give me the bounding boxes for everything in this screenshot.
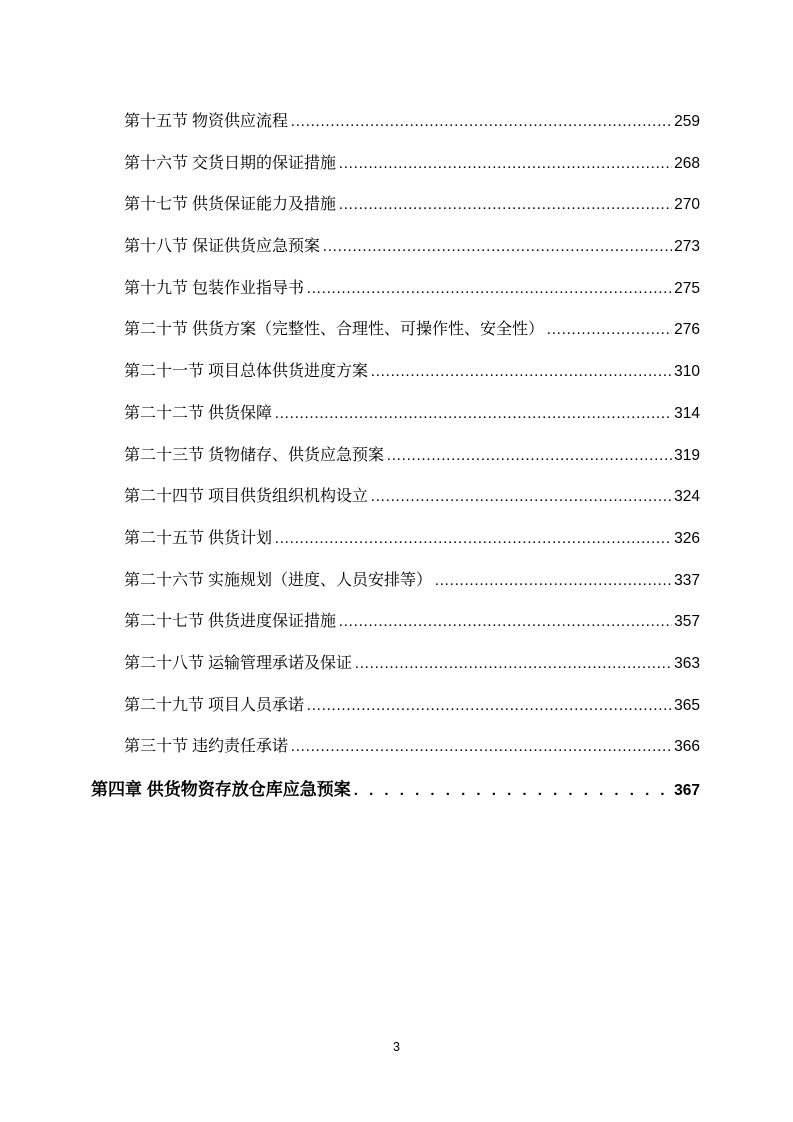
toc-entry-page: 314: [674, 404, 700, 422]
toc-entry-label: 第十九节 包装作业指导书: [124, 279, 305, 297]
toc-entry-label: 第四章 供货物资存放仓库应急预案: [91, 780, 351, 799]
toc-dot-leader: [275, 530, 672, 548]
toc-entry[interactable]: [91, 483, 700, 504]
toc-entry-label: 第二十八节 运输管理承诺及保证: [124, 654, 353, 672]
toc-entry-label: 第二十一节 项目总体供货进度方案: [124, 363, 369, 381]
toc-entry-label: 第十六节 交货日期的保证措施: [124, 154, 337, 172]
toc-dot-leader: [387, 447, 672, 465]
toc-entry-label: 第二十节 供货方案（完整性、合理性、可操作性、安全性）: [124, 321, 545, 339]
toc-list: [91, 108, 700, 817]
toc-entry-page: 276: [674, 321, 700, 339]
toc-entry-label: 第二十五节 供货计划: [124, 529, 273, 547]
toc-entry-label: 第二十六节 实施规划（进度、人员安排等）: [124, 571, 433, 589]
toc-entry-page: 270: [674, 196, 700, 214]
toc-entry-page: 326: [674, 529, 700, 547]
toc-entry-label: 第三十节 违约责任承诺: [124, 738, 289, 756]
toc-entry-page: 357: [674, 613, 700, 631]
toc-dot-leader: [339, 613, 672, 631]
toc-entry[interactable]: [91, 316, 700, 337]
toc-entry-page: 363: [674, 654, 700, 672]
toc-entry-page: 259: [674, 113, 700, 130]
page-number: 3: [393, 1040, 400, 1054]
toc-entry[interactable]: [91, 692, 700, 713]
toc-entry[interactable]: [91, 150, 700, 171]
toc-dot-leader: [339, 196, 672, 214]
page-footer: [0, 1040, 793, 1054]
toc-entry-page: 337: [674, 571, 700, 589]
toc-entry[interactable]: [91, 358, 700, 379]
toc-entry-page: 310: [674, 363, 700, 381]
toc-entry-page: 365: [674, 696, 700, 714]
toc-entry-page: 367: [674, 782, 700, 799]
toc-entry-page: 319: [674, 446, 700, 464]
toc-entry[interactable]: [91, 400, 700, 421]
toc-dot-leader: [291, 738, 672, 756]
toc-entry[interactable]: [91, 108, 700, 129]
toc-entry-page: 324: [674, 488, 700, 506]
toc-entry[interactable]: [91, 275, 700, 296]
toc-entry[interactable]: [91, 650, 700, 671]
toc-chapter-entry[interactable]: [91, 775, 700, 799]
toc-dot-leader: [371, 488, 672, 506]
toc-dot-leader: [339, 155, 672, 173]
toc-entry[interactable]: [91, 442, 700, 463]
toc-entry-label: 第十八节 保证供货应急预案: [124, 238, 321, 256]
toc-entry-page: 275: [674, 279, 700, 297]
toc-dot-leader: [354, 780, 672, 800]
toc-entry-label: 第二十四节 项目供货组织机构设立: [124, 488, 369, 506]
toc-entry[interactable]: [91, 191, 700, 212]
toc-entry-label: 第二十二节 供货保障: [124, 404, 273, 422]
toc-entry-page: 366: [674, 738, 700, 756]
toc-entry-page: 268: [674, 154, 700, 172]
toc-entry[interactable]: [91, 567, 700, 588]
toc-dot-leader: [323, 238, 672, 256]
toc-entry-page: 273: [674, 238, 700, 256]
toc-entry-label: 第二十九节 项目人员承诺: [124, 696, 305, 714]
toc-entry[interactable]: [91, 608, 700, 629]
toc-dot-leader: [435, 572, 672, 590]
toc-entry-label: 第二十七节 供货进度保证措施: [124, 613, 337, 631]
toc-dot-leader: [307, 697, 672, 715]
toc-entry[interactable]: [91, 525, 700, 546]
toc-dot-leader: [291, 113, 672, 131]
toc-entry[interactable]: [91, 733, 700, 754]
toc-dot-leader: [547, 321, 672, 339]
toc-dot-leader: [307, 280, 672, 298]
toc-entry-label: 第十五节 物资供应流程: [124, 113, 289, 130]
toc-dot-leader: [371, 363, 672, 381]
toc-dot-leader: [275, 405, 672, 423]
toc-dot-leader: [355, 655, 672, 673]
toc-entry[interactable]: [91, 233, 700, 254]
toc-entry-label: 第十七节 供货保证能力及措施: [124, 196, 337, 214]
toc-entry-label: 第二十三节 货物储存、供货应急预案: [124, 446, 385, 464]
